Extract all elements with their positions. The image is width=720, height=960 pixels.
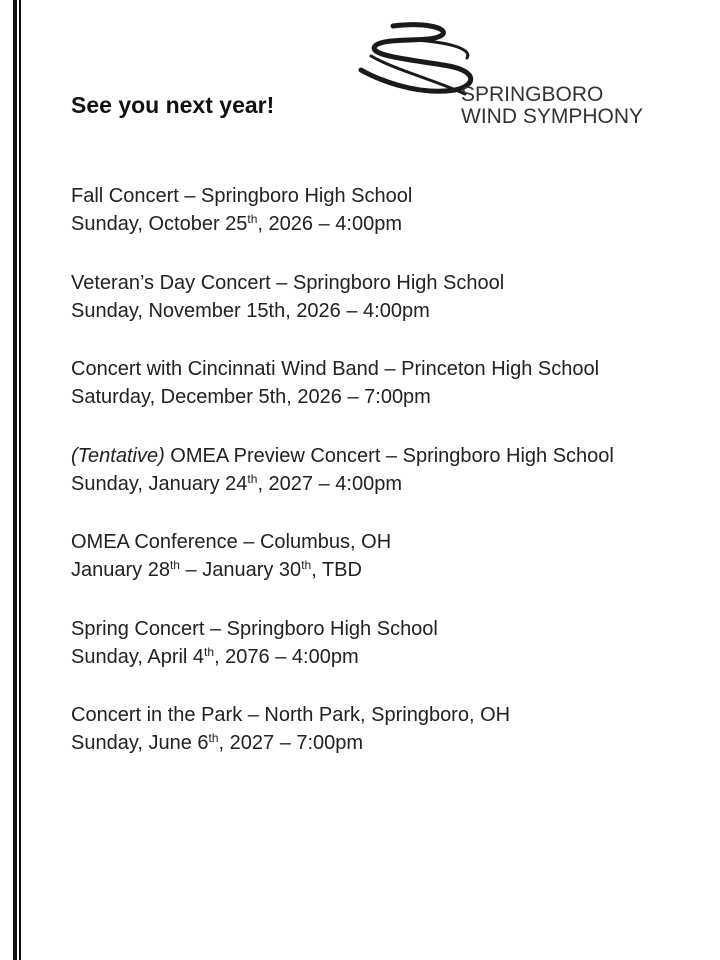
event-date: Sunday, January 24th, 2027 – 4:00pm	[71, 471, 402, 495]
event-date: Sunday, November 15th, 2026 – 4:00pm	[71, 299, 430, 322]
event-list	[71, 182, 701, 788]
event-date: Sunday, June 6th, 2027 – 7:00pm	[71, 731, 364, 754]
springboro-logo	[355, 20, 675, 132]
event-date: Saturday, December 5th, 2026 – 7:00pm	[71, 386, 431, 408]
event-title: Spring Concert – Springboro High School	[71, 617, 438, 640]
event-title: (Tentative) OMEA Preview Concert – Springboro High School	[71, 444, 614, 467]
page-edge-bar-thin	[19, 0, 21, 960]
event-date: January 28th – January 30th, TBD	[71, 558, 362, 581]
logo-wordmark	[461, 84, 643, 128]
logo-line-2: WIND SYMPHONY	[461, 105, 644, 128]
tentative-label: (Tentative)	[71, 444, 165, 467]
event-item	[71, 528, 701, 615]
event-item	[71, 615, 701, 702]
event-title: Concert with Cincinnati Wind Band – Princeton High School	[71, 358, 600, 380]
event-date: Sunday, April 4th, 2076 – 4:00pm	[71, 644, 359, 668]
event-item	[71, 701, 701, 788]
logo-line-1: SPRINGBORO	[461, 83, 604, 106]
event-item	[71, 182, 701, 269]
event-title: OMEA Conference – Columbus, OH	[71, 531, 392, 553]
event-item	[71, 442, 701, 529]
event-title: Concert in the Park – North Park, Springboro, OH	[71, 704, 511, 726]
event-item	[71, 355, 701, 442]
event-item	[71, 269, 701, 356]
page-heading: See you next year!	[71, 92, 275, 118]
event-title: Veteran’s Day Concert – Springboro High School	[71, 271, 505, 294]
event-title: Fall Concert – Springboro High School	[71, 185, 413, 207]
event-date: Sunday, October 25th, 2026 – 4:00pm	[71, 212, 402, 235]
page-edge-bar	[13, 0, 17, 960]
